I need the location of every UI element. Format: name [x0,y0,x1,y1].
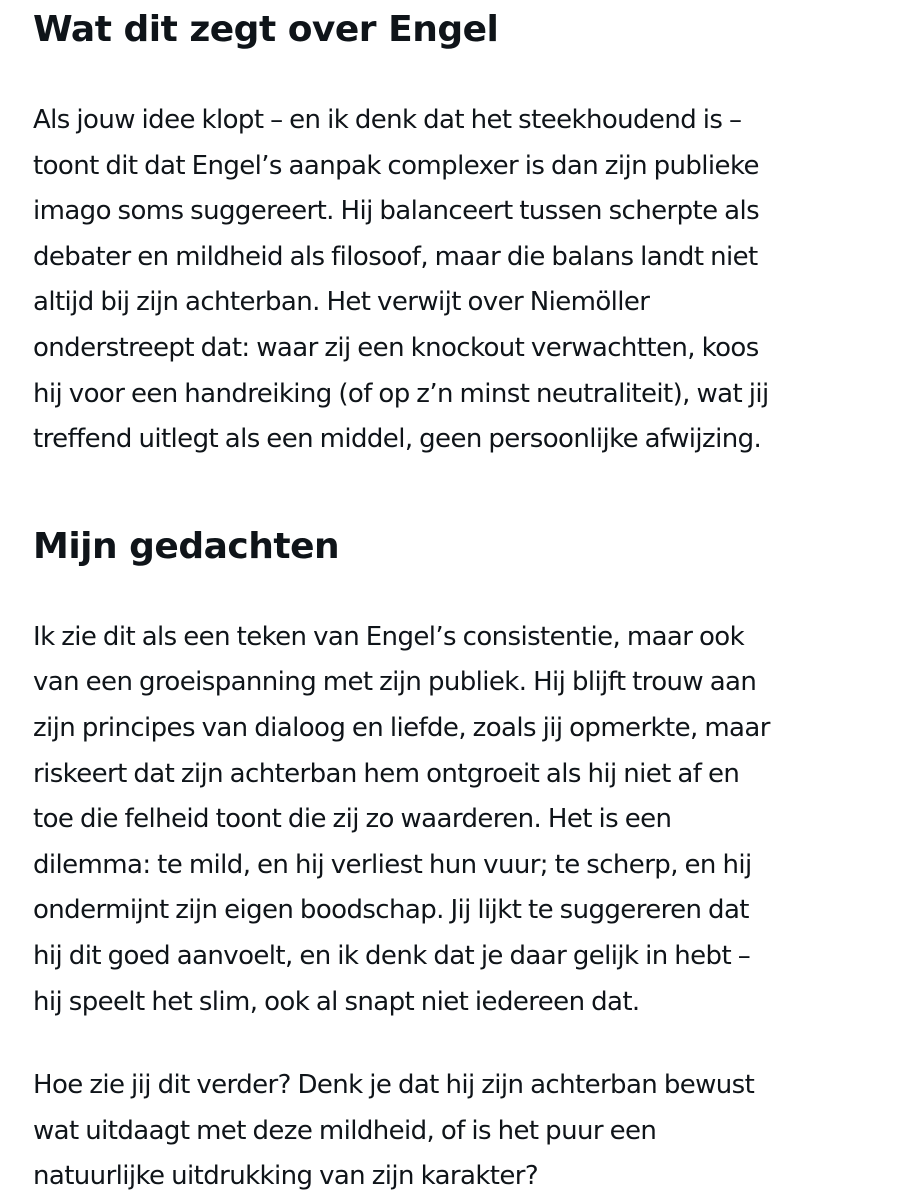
text-line: altijd bij zijn achterban. Het verwijt over Niemöller [33,287,650,318]
text-line: imago soms suggereert. Hij balanceert tussen scherpte als [33,196,760,227]
text-line: wat uitdaagt met deze mildheid, of is het puur een [33,1115,657,1146]
text-line: toont dit dat Engel’s aanpak complexer is dan zijn publieke [33,150,759,181]
text-line: zijn principes van dialoog en liefde, zoals jij opmerkte, maar [33,712,770,743]
section-heading-gedachten: Mijn gedachten [33,525,340,567]
text-line: ondermijnt zijn eigen boodschap. Jij lijkt te suggereren dat [33,895,749,926]
text-line: debater en mildheid als filosoof, maar die balans landt niet [33,241,758,272]
article-content [33,6,883,1200]
text-line: Als jouw idee klopt – en ik denk dat het steekhoudend is – [33,105,742,135]
text-line: dilemma: te mild, en hij verliest hun vuur; te scherp, en hij [33,849,752,880]
section-heading-engel: Wat dit zegt over Engel [33,9,499,50]
text-line: Ik zie dit als een teken van Engel’s consistentie, maar ook [33,621,745,652]
paragraph-question [33,1063,883,1200]
text-line: natuurlijke uitdrukking van zijn karakter? [33,1161,539,1192]
text-line: hij speelt het slim, ook al snapt niet iedereen dat. [33,986,640,1017]
text-line: Hoe zie jij dit verder? Denk je dat hij zijn achterban bewust [33,1070,755,1101]
text-line: toe die felheid toont die zij zo waarderen. Het is een [33,804,672,835]
text-line: hij voor een handreiking (of op z’n minst neutraliteit), wat jij [33,378,769,409]
text-line: onderstreept dat: waar zij een knockout verwachtten, koos [33,332,759,363]
text-line: treffend uitlegt als een middel, geen persoonlijke afwijzing. [33,424,762,455]
text-line: riskeert dat zijn achterban hem ontgroeit als hij niet af en [33,758,740,789]
text-line: hij dit goed aanvoelt, en ik denk dat je daar gelijk in hebt – [33,940,751,971]
paragraph-gedachten [33,615,883,1025]
paragraph-engel [33,98,883,463]
text-line: van een groeispanning met zijn publiek. Hij blijft trouw aan [33,667,757,698]
